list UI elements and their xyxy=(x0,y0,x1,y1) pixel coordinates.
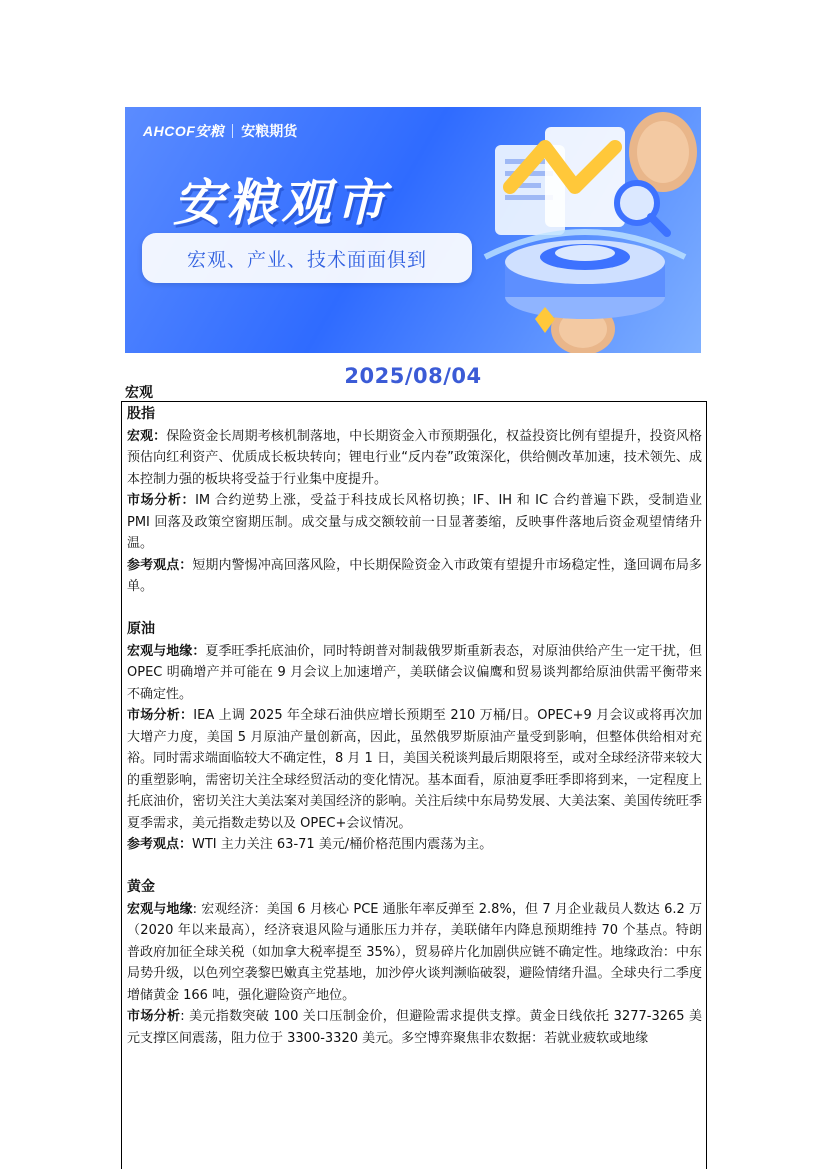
paragraph-text: IM 合约逆势上涨，受益于科技成长风格切换；IF、IH 和 IC 合约普遍下跌，受制造业 PMI 回落及政策空窗期压制。成交量与成交额较前一日显著萎缩，反映事件落地后资金观望情绪升温。 xyxy=(127,493,702,551)
paragraph xyxy=(127,705,702,834)
section-label: 宏观 xyxy=(125,385,153,401)
brand-logo: AHCOF安粮 xyxy=(143,123,225,139)
report-date: 2025/08/04 xyxy=(344,364,482,388)
paragraph-label: 市场分析： xyxy=(127,493,196,508)
block-heading: 黄金 xyxy=(127,879,155,895)
paragraph-text: WTI 主力关注 63-71 美元/桶价格范围内震荡为主。 xyxy=(192,837,493,852)
block-heading: 股指 xyxy=(127,406,155,422)
spacer xyxy=(127,598,702,620)
paragraph xyxy=(127,426,702,491)
paragraph xyxy=(127,490,702,555)
paragraph-label: 参考观点： xyxy=(127,557,193,573)
paragraph xyxy=(127,641,702,706)
paragraph xyxy=(127,834,702,856)
report-content xyxy=(121,401,707,1169)
header-banner xyxy=(125,107,701,353)
paragraph-text: : 宏观经济：美国 6 月核心 PCE 通胀年率反弹至 2.8%，但 7 月企业裁员人数达 6.2 万（2020 年以来最高），经济衰退风险与通胀压力并存，美联储年内降息预期维持 70 个基点。特朗普政府加征全球关税（如加拿大税率提至 35%），贸易碎片化加剧供应链不确定性。地缘政治：中东局势升级，以色列空袭黎巴嫩真主党基地，加沙停火谈判濒临破裂，避险情绪升温。全球央行二季度增储黄金 166 吨，强化避险资产地位。 xyxy=(127,901,702,1003)
brand xyxy=(143,121,297,141)
paragraph-text: 夏季旺季托底油价，同时特朗普对制裁俄罗斯重新表态，对原油供给产生一定干扰，但 OPEC 明确增产并可能在 9 月会议上加速增产，美联储会议偏鹰和贸易谈判都给原油供需平衡带来不确定性。 xyxy=(127,643,702,702)
paragraph xyxy=(127,1006,702,1049)
paragraph-label: 市场分析 xyxy=(127,1009,181,1024)
block-heading: 原油 xyxy=(127,621,155,637)
banner-subtitle: 宏观、产业、技术面面俱到 xyxy=(142,233,472,283)
paragraph-label: 市场分析： xyxy=(127,708,194,723)
paragraph-label: 宏观与地缘 xyxy=(127,901,193,917)
paragraph-label: 宏观与地缘： xyxy=(127,643,206,659)
spacer xyxy=(127,856,702,878)
paragraph-text: : 美元指数突破 100 关口压制金价，但避险需求提供支撑。黄金日线依托 3277-3265 美元支撑区间震荡，阻力位于 3300-3320 美元。多空博弈聚焦非农数据：若就业疲软或地缘 xyxy=(127,1009,702,1046)
finance-illustration-icon xyxy=(465,107,701,353)
brand-divider xyxy=(232,124,233,138)
paragraph-text: 保险资金长周期考核机制落地，中长期资金入市预期强化，权益投资比例有望提升，投资风格预估向红利资产、优质成长板块转向；锂电行业“反内卷”政策深化，供给侧改革加速，技术领先、成本控制力强的板块将受益于行业集中度提升。 xyxy=(127,428,702,487)
paragraph-label: 参考观点： xyxy=(127,837,193,852)
paragraph-text: IEA 上调 2025 年全球石油供应增长预期至 210 万桶/日。OPEC+9 月会议或将再次加大增产力度，美国 5 月原油产量创新高，因此，虽然俄罗斯原油产量受到影响，但整体供给相对充裕。同时需求端面临较大不确定性，8 月 1 日，美国关税谈判最后期限将至，或对全球经济带来较大的重塑影响，需密切关注全球经贸活动的变化情况。基本面看，原油夏季旺季即将到来，一定程度上托底油价，密切关注大美法案对美国经济的影响。关注后续中东局势发展、大美法案、美国传统旺季夏季需求，美元指数走势以及 OPEC+会议情况。 xyxy=(127,708,702,831)
paragraph-text: 短期内警惕冲高回落风险，中长期保险资金入市政策有望提升市场稳定性，逢回调布局多单。 xyxy=(127,557,702,594)
brand-name: 安粮期货 xyxy=(241,124,298,140)
paragraph-label: 宏观： xyxy=(127,428,167,444)
paragraph xyxy=(127,899,702,1007)
paragraph xyxy=(127,555,702,598)
banner-title: 安粮观市 xyxy=(173,174,389,232)
